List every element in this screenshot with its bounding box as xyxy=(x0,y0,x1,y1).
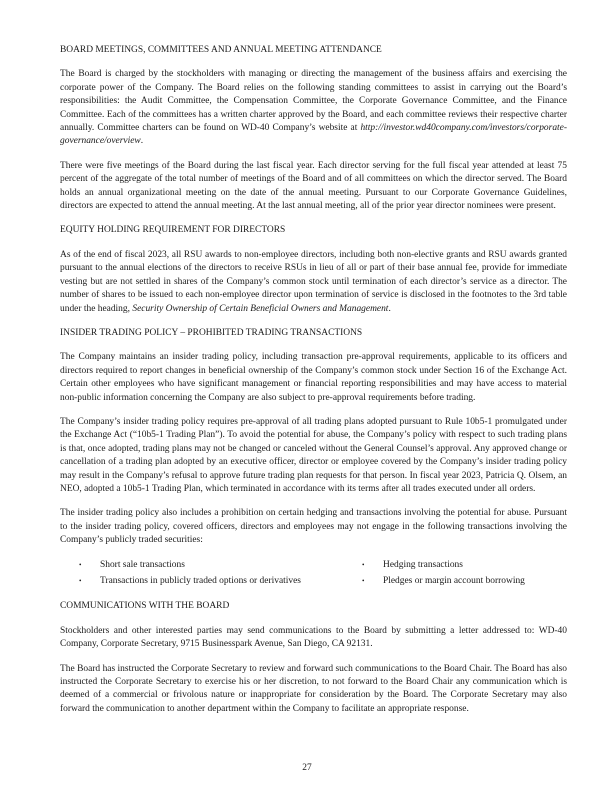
paragraph: Stockholders and other interested parties may send communications to the Board by submitting a letter addressed to: WD-40 Company, Corporate Secretary, 9715 Businesspark Avenue, San Diego, CA 92131. xyxy=(60,625,567,650)
section-heading: COMMUNICATIONS WITH THE BOARD xyxy=(60,601,230,612)
page-number: 27 xyxy=(302,763,312,773)
paragraph: The insider trading policy also includes a prohibition on certain hedging and transactions involving the potential for abuse. Pursuant to the insider trading policy, covered officers, directors and employees may not engage in the following transactions involving the Company’s publicly traded securities: xyxy=(60,508,567,546)
list-item: • Pledges or margin account borrowing xyxy=(343,575,567,588)
section-heading: INSIDER TRADING POLICY – PROHIBITED TRADING TRANSACTIONS xyxy=(60,327,363,338)
paragraph: The Board has instructed the Corporate Secretary to review and forward such communications to the Board Chair. The Board has also instructed the Corporate Secretary to exercise his or her discretion, to not forward to the Board Chair any communication which is deemed of a commercial or frivolous nature or inappropriate for consideration by the Board. The Corporate Secretary may also forward the communication to another department within the Company to facilitate an appropriate response. xyxy=(60,663,567,714)
section-insider-trading xyxy=(60,327,567,589)
section-board-meetings xyxy=(60,44,567,213)
bullet-icon: • xyxy=(79,560,82,569)
section-equity-holding xyxy=(60,224,567,315)
list-item: • Hedging transactions xyxy=(343,559,567,572)
bullet-icon: • xyxy=(362,560,365,569)
section-heading: EQUITY HOLDING REQUIREMENT FOR DIRECTORS xyxy=(60,225,286,236)
section-communications xyxy=(60,600,567,716)
paragraph: The Board is charged by the stockholders with managing or directing the management of the business affairs and exercising the corporate power of the Company. The Board relies on the following standing committees to assist in carrying out the Board’s responsibilities: the Audit Committee, the Compensation Committee, the Corporate Governance Committee, and the Finance Committee. Each of the committees has a written charter approved by the Board, and each committee reviews their respective charter annually. Committee charters can be found on WD-40 Company’s website at http://investor.wd40company.com/investors/corporate-governance/overview. xyxy=(60,69,567,147)
bullet-icon: • xyxy=(362,577,365,585)
paragraph: The Company’s insider trading policy requires pre-approval of all trading plans adopted pursuant to Rule 10b5-1 promulgated under the Exchange Act (“10b5-1 Trading Plan”). To avoid the potential for abuse, the Company’s policy with respect to such trading plans is that, once adopted, trading plans may not be changed or canceled without the General Counsel’s approval. Any approved change or cancellation of a trading plan adopted by an executive officer, director or employee covered by the Company’s insider trading policy may result in the Company’s refusal to approve future trading plan requests for that person. In fiscal year 2023, Patricia Q. Olsem, an NEO, adopted a 10b5-1 Trading Plan, which terminated in accordance with its terms after all trades executed under all orders. xyxy=(60,416,567,494)
bullet-icon: • xyxy=(79,577,82,585)
document-page xyxy=(60,44,567,727)
paragraph: The Company maintains an insider trading policy, including transaction pre-approval requirements, applicable to its officers and directors required to report changes in beneficial ownership of the Company’s common stock under Section 16 of the Exchange Act. Certain other employees who have significant management or financial reporting responsibilities and may have access to material non-public information concerning the Company are also subject to pre-approval requirements before trading. xyxy=(60,352,567,403)
list-item: • Transactions in publicly traded options or derivatives xyxy=(60,575,343,588)
paragraph: As of the end of fiscal 2023, all RSU awards to non-employee directors, including both non-elective grants and RSU awards granted pursuant to the annual elections of the directors to receive RSUs in lieu of all or part of their base annual fee, provide for immediate vesting but are not settled in shares of the Company’s common stock until termination of each director’s service as a director. The number of shares to be issued to each non-employee director upon termination of service is disclosed in the footnotes to the 3rd table under the heading, Security Ownership of Certain Beneficial Owners and Management. xyxy=(60,249,567,314)
italic-reference: Security Ownership of Certain Beneficial Owners and Management xyxy=(132,303,389,314)
list-item: • Short sale transactions xyxy=(60,559,343,572)
section-heading: BOARD MEETINGS, COMMITTEES AND ANNUAL MEETING ATTENDANCE xyxy=(60,45,382,55)
prohibited-transactions-list xyxy=(60,559,567,589)
paragraph: There were five meetings of the Board during the last fiscal year. Each director serving for the full fiscal year attended at least 75 percent of the aggregate of the total number of meetings of the Board and of all committees on which the director served. The Board holds an annual organizational meeting on the date of the annual meeting. Pursuant to our Corporate Governance Guidelines, directors are expected to attend the annual meeting. At the last annual meeting, all of the prior year director nominees were present. xyxy=(60,160,567,212)
governance-link[interactable]: http://investor.wd40company.com/investors/corporate-governance/overview xyxy=(60,123,567,147)
